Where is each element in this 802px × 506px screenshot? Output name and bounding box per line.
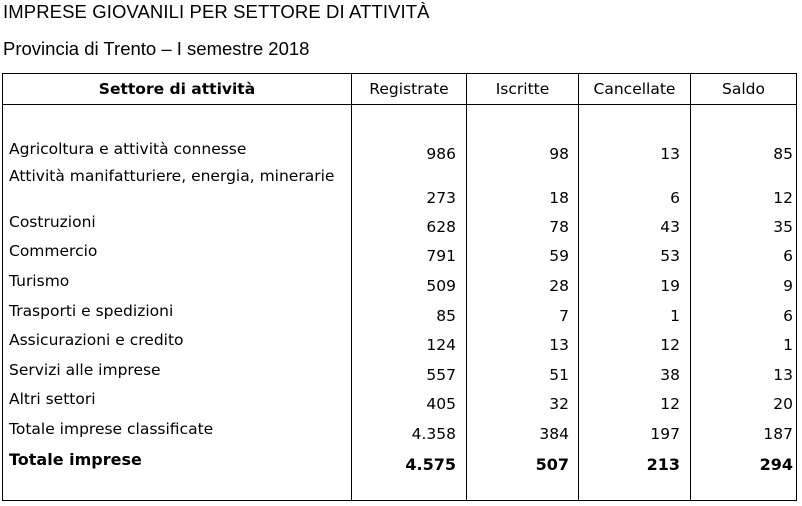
page-subtitle: Provincia di Trento – I semestre 2018 bbox=[3, 38, 310, 59]
row-sector: Trasporti e spedizioni bbox=[9, 302, 174, 320]
row-registered: 273 bbox=[426, 189, 456, 207]
row-balance: 12 bbox=[773, 189, 793, 207]
column-divider bbox=[690, 74, 691, 500]
row-cancelled: 213 bbox=[646, 455, 680, 474]
row-registered: 986 bbox=[426, 145, 456, 163]
row-enrolled: 18 bbox=[549, 189, 569, 207]
row-cancelled: 12 bbox=[660, 395, 680, 413]
row-cancelled: 19 bbox=[660, 277, 680, 295]
row-enrolled: 13 bbox=[549, 336, 569, 354]
row-balance: 187 bbox=[763, 425, 793, 443]
row-enrolled: 78 bbox=[549, 218, 569, 236]
row-balance: 9 bbox=[783, 277, 793, 295]
row-registered: 4.358 bbox=[411, 425, 456, 443]
row-sector: Servizi alle imprese bbox=[9, 361, 161, 379]
row-registered: 85 bbox=[436, 307, 456, 325]
column-divider bbox=[578, 74, 579, 500]
row-sector: Totale imprese bbox=[9, 450, 142, 469]
header-enrolled: Iscritte bbox=[495, 80, 550, 98]
header-registered: Registrate bbox=[369, 80, 449, 98]
row-registered: 4.575 bbox=[405, 455, 456, 474]
row-balance: 35 bbox=[773, 218, 793, 236]
row-sector: Agricoltura e attività connesse bbox=[9, 140, 247, 158]
row-enrolled: 507 bbox=[535, 455, 569, 474]
row-cancelled: 53 bbox=[660, 247, 680, 265]
row-enrolled: 28 bbox=[549, 277, 569, 295]
row-cancelled: 43 bbox=[660, 218, 680, 236]
row-balance: 13 bbox=[773, 366, 793, 384]
row-enrolled: 32 bbox=[549, 395, 569, 413]
row-registered: 791 bbox=[426, 247, 456, 265]
row-registered: 557 bbox=[426, 366, 456, 384]
row-enrolled: 98 bbox=[549, 145, 569, 163]
row-balance: 6 bbox=[783, 307, 793, 325]
row-sector: Costruzioni bbox=[9, 213, 96, 231]
column-divider bbox=[466, 74, 467, 500]
row-registered: 124 bbox=[426, 336, 456, 354]
row-balance: 20 bbox=[773, 395, 793, 413]
row-cancelled: 197 bbox=[650, 425, 680, 443]
row-cancelled: 38 bbox=[660, 366, 680, 384]
row-enrolled: 7 bbox=[559, 307, 569, 325]
row-balance: 294 bbox=[759, 455, 793, 474]
header-sector: Settore di attività bbox=[98, 80, 256, 98]
row-balance: 1 bbox=[783, 336, 793, 354]
row-cancelled: 13 bbox=[660, 145, 680, 163]
row-registered: 628 bbox=[426, 218, 456, 236]
row-sector: Attività manifatturiere, energia, minerarie bbox=[9, 167, 335, 185]
row-enrolled: 51 bbox=[549, 366, 569, 384]
page-title: IMPRESE GIOVANILI PER SETTORE DI ATTIVITÀ bbox=[3, 1, 430, 22]
row-cancelled: 1 bbox=[670, 307, 680, 325]
row-registered: 509 bbox=[426, 277, 456, 295]
row-sector: Altri settori bbox=[9, 390, 96, 408]
column-divider bbox=[351, 74, 352, 500]
row-balance: 85 bbox=[773, 145, 793, 163]
row-registered: 405 bbox=[426, 395, 456, 413]
row-sector: Assicurazioni e credito bbox=[9, 331, 184, 349]
row-enrolled: 59 bbox=[549, 247, 569, 265]
header-cancelled: Cancellate bbox=[593, 80, 676, 98]
row-sector: Totale imprese classificate bbox=[9, 420, 214, 438]
data-table bbox=[2, 73, 797, 501]
row-sector: Commercio bbox=[9, 242, 98, 260]
row-sector: Turismo bbox=[9, 272, 70, 290]
header-divider bbox=[3, 104, 796, 105]
header-balance: Saldo bbox=[722, 80, 765, 98]
row-enrolled: 384 bbox=[539, 425, 569, 443]
row-balance: 6 bbox=[783, 247, 793, 265]
row-cancelled: 6 bbox=[670, 189, 680, 207]
row-cancelled: 12 bbox=[660, 336, 680, 354]
